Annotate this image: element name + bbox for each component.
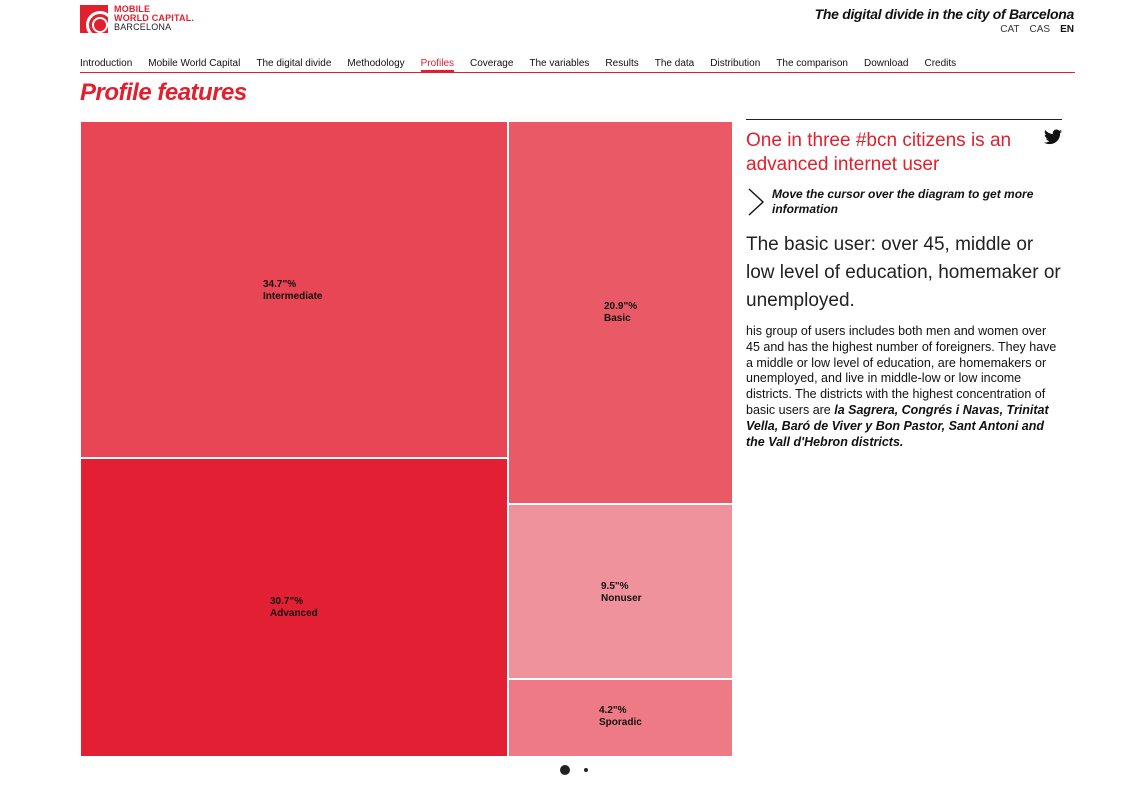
nav-credits[interactable]: Credits: [924, 58, 957, 69]
panel-divider: [746, 119, 1062, 120]
nav-profiles[interactable]: Profiles: [421, 57, 454, 72]
hover-hint-text: Move the cursor over the diagram to get more information: [772, 187, 1034, 216]
tile-basic-value: 20.9"%: [604, 301, 638, 312]
nav-coverage[interactable]: Coverage: [470, 58, 514, 69]
nav-the-data[interactable]: The data: [654, 58, 695, 69]
pager-dot-2[interactable]: [584, 768, 588, 772]
nav-mobile-world-capital[interactable]: Mobile World Capital: [148, 58, 241, 69]
info-panel: [746, 119, 1062, 450]
nav-introduction[interactable]: Introduction: [80, 58, 133, 69]
tile-sporadic[interactable]: [508, 679, 733, 757]
nav-variables[interactable]: The variables: [529, 58, 590, 69]
logo-line-3: BARCELONA: [114, 22, 172, 32]
tile-basic[interactable]: [508, 121, 733, 504]
page-title: Profile features: [80, 79, 247, 106]
tile-advanced-name: Advanced: [270, 608, 318, 619]
tile-sporadic-value: 4.2"%: [599, 705, 627, 716]
nav-distribution[interactable]: Distribution: [710, 58, 761, 69]
lang-en[interactable]: EN: [1060, 24, 1074, 35]
lang-cat[interactable]: CAT: [1000, 24, 1020, 35]
panel-headline: One in three #bcn citizens is an advanced internet user: [746, 130, 1012, 175]
site-title: The digital divide in the city of Barcelona: [814, 6, 1074, 22]
tile-intermediate-value: 34.7"%: [263, 279, 297, 290]
nav-download[interactable]: Download: [863, 58, 909, 69]
language-switcher: [1000, 24, 1074, 35]
logo[interactable]: [80, 5, 194, 33]
hover-hint: [746, 187, 1062, 217]
logo-text: [114, 5, 194, 32]
lang-cas[interactable]: CAS: [1029, 24, 1051, 35]
nav-methodology[interactable]: Methodology: [347, 58, 405, 69]
logo-line-1: MOBILE: [114, 4, 151, 14]
tile-sporadic-name: Sporadic: [599, 717, 642, 728]
tile-intermediate[interactable]: [80, 121, 508, 458]
profile-subhead: The basic user: over 45, middle or low level of education, homemaker or unemployed.: [746, 234, 1061, 311]
tile-advanced-value: 30.7"%: [270, 596, 304, 607]
tile-basic-name: Basic: [604, 313, 631, 324]
tile-intermediate-name: Intermediate: [263, 291, 323, 302]
profile-description-districts: la Sagrera, Congrés i Navas, Trinitat Vella, Baró de Viver y Bon Pastor, Sant Antoni and the Vall d'Hebron districts.: [746, 402, 1049, 449]
profile-treemap: [80, 121, 733, 757]
twitter-icon[interactable]: [1044, 129, 1062, 145]
chevron-right-icon: [746, 187, 768, 217]
nav-results[interactable]: Results: [605, 58, 639, 69]
profile-description: [746, 324, 1062, 450]
logo-mark-icon: [80, 5, 108, 33]
tile-advanced[interactable]: [80, 458, 508, 757]
tile-nonuser[interactable]: [508, 504, 733, 679]
logo-line-2: WORLD CAPITAL.: [114, 13, 195, 23]
tile-nonuser-name: Nonuser: [601, 593, 642, 604]
slide-pager: [560, 765, 588, 775]
main-nav: [80, 57, 1075, 73]
pager-dot-1[interactable]: [560, 765, 570, 775]
profile-description-text: his group of users includes both men and women over 45 and has the highest number of foreigners. They have a middle or low level of education, are homemakers or unemployed, and live in middle-low or low income districts. The districts with the highest concentration of basic users are: [746, 324, 1057, 417]
nav-comparison[interactable]: The comparison: [776, 58, 848, 69]
tile-nonuser-value: 9.5"%: [601, 581, 629, 592]
nav-digital-divide[interactable]: The digital divide: [256, 58, 332, 69]
